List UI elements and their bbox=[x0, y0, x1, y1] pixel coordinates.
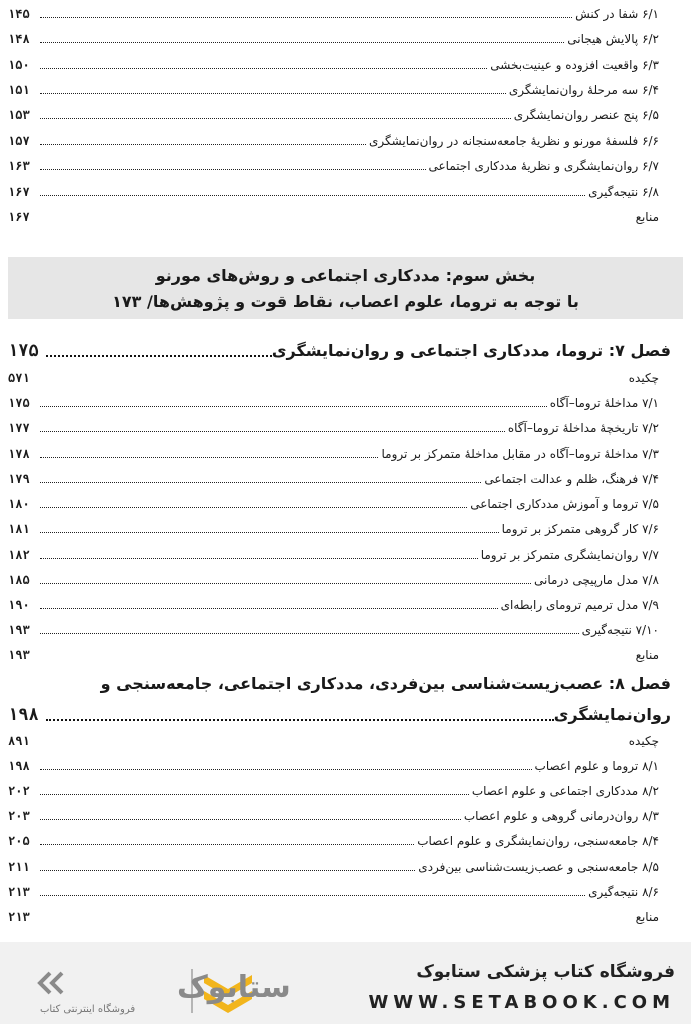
chapter-heading: روان‌نمایشگری ۱۹۸ bbox=[8, 705, 671, 725]
toc-row: ۸/۶ نتیجه‌گیری ۲۱۳ bbox=[8, 885, 659, 899]
section-title-line2: با توجه به تروما، علوم اعصاب، نقاط قوت و پژوهش‌ها/ ۱۷۳ bbox=[112, 292, 579, 311]
toc-row: منابع ۱۶۷ bbox=[8, 210, 659, 224]
logo-chevrons-icon bbox=[40, 973, 62, 993]
toc-row: ۸/۲ مددکاری اجتماعی و علوم اعصاب ۲۰۲ bbox=[8, 784, 659, 798]
toc-row: ۶/۵ پنج عنصر روان‌نمایشگری ۱۵۳ bbox=[8, 108, 659, 122]
toc-row: ۷/۱۰ نتیجه‌گیری ۱۹۳ bbox=[8, 623, 659, 637]
toc-row: ۶/۸ نتیجه‌گیری ۱۶۷ bbox=[8, 185, 659, 199]
toc-row: ۶/۳ واقعیت افزوده و عینیت‌بخشی ۱۵۰ bbox=[8, 58, 659, 72]
toc-row: چکیده ۸۹۱ bbox=[8, 734, 659, 748]
toc-row: ۶/۷ روان‌نمایشگری و نظریهٔ مددکاری اجتماعی ۱۶۳ bbox=[8, 159, 659, 173]
section-heading bbox=[8, 257, 683, 319]
store-url-link[interactable]: WWW.SETABOOK.COM bbox=[368, 992, 675, 1013]
toc-row: ۷/۹ مدل ترمیم ترومای رابطه‌ای ۱۹۰ bbox=[8, 598, 659, 612]
toc-row: ۶/۴ سه مرحلهٔ روان‌نمایشگری ۱۵۱ bbox=[8, 83, 659, 97]
logo-word: ستابوک bbox=[177, 970, 291, 1005]
toc-row: ۷/۳ مداخلهٔ تروما–آگاه در مقابل مداخلهٔ متمرکز بر تروما ۱۷۸ bbox=[8, 447, 659, 461]
toc-row: ۶/۶ فلسفهٔ مورنو و نظریهٔ جامعه‌سنجانه در روان‌نمایشگری ۱۵۷ bbox=[8, 134, 659, 148]
toc-row: ۷/۱ مداخلهٔ تروما–آگاه ۱۷۵ bbox=[8, 396, 659, 410]
toc-row: ۷/۸ مدل مارپیچی درمانی ۱۸۵ bbox=[8, 573, 659, 587]
toc-row: ۶/۱ شفا در کنش ۱۴۵ bbox=[8, 7, 659, 21]
toc-row: ۷/۵ تروما و آموزش مددکاری اجتماعی ۱۸۰ bbox=[8, 497, 659, 511]
toc-row: ۸/۴ جامعه‌سنجی، روان‌نمایشگری و علوم اعصاب ۲۰۵ bbox=[8, 834, 659, 848]
toc-row: ۶/۲ پالایش هیجانی ۱۴۸ bbox=[8, 32, 659, 46]
logo-tagline: فروشگاه اینترنتی کتاب bbox=[40, 1004, 136, 1015]
toc-row: ۷/۶ کار گروهی متمرکز بر تروما ۱۸۱ bbox=[8, 522, 659, 536]
toc-row: منابع ۱۹۳ bbox=[8, 648, 659, 662]
chapter-heading-line1: فصل ۸: عصب‌زیست‌شناسی بین‌فردی، مددکاری اجتماعی، جامعه‌سنجی و bbox=[100, 674, 671, 693]
chapter-heading: فصل ۷: تروما، مددکاری اجتماعی و روان‌نمایشگری ۱۷۵ bbox=[8, 341, 671, 361]
toc-row: ۸/۵ جامعه‌سنجی و عصب‌زیست‌شناسی بین‌فردی ۲۱۱ bbox=[8, 860, 659, 874]
toc-row: ۷/۲ تاریخچهٔ مداخلهٔ تروما–آگاه ۱۷۷ bbox=[8, 421, 659, 435]
store-name: فروشگاه کتاب پزشکی ستابوک bbox=[416, 962, 675, 982]
toc-row: چکیده ۵۷۱ bbox=[8, 371, 659, 385]
toc-row: ۷/۷ روان‌نمایشگری متمرکز بر تروما ۱۸۲ bbox=[8, 548, 659, 562]
toc-row: ۷/۴ فرهنگ، ظلم و عدالت اجتماعی ۱۷۹ bbox=[8, 472, 659, 486]
toc-row: ۸/۳ روان‌درمانی گروهی و علوم اعصاب ۲۰۳ bbox=[8, 809, 659, 823]
toc-row: ۸/۱ تروما و علوم اعصاب ۱۹۸ bbox=[8, 759, 659, 773]
section-title-line1: بخش سوم: مددکاری اجتماعی و روش‌های مورنو bbox=[155, 266, 536, 285]
toc-row: منابع ۲۱۳ bbox=[8, 910, 659, 924]
